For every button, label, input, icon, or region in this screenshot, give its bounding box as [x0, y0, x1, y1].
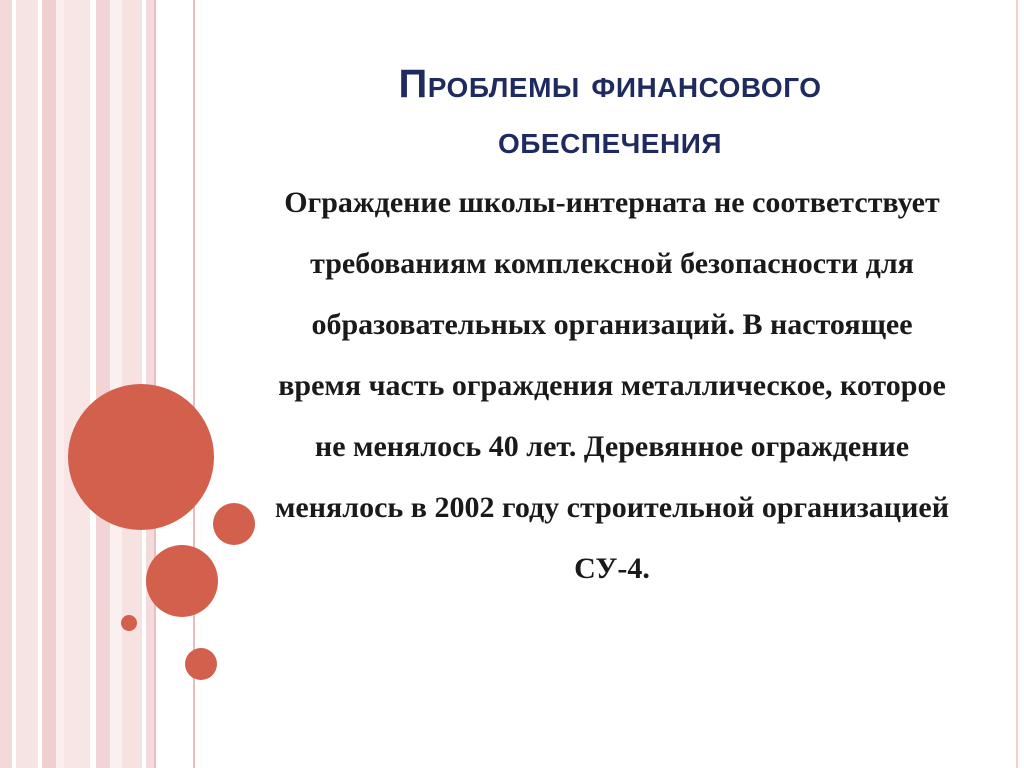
- slide-title: Проблемы финансового обеспечения: [398, 62, 822, 162]
- decorative-stripe: [42, 0, 56, 768]
- decorative-stripe: [56, 0, 64, 768]
- decorative-circle-medium: [146, 545, 218, 617]
- decorative-circle-small: [213, 503, 255, 545]
- decorative-stripe: [64, 0, 90, 768]
- decorative-stripe: [110, 0, 122, 768]
- decorative-stripe: [96, 0, 110, 768]
- decorative-stripe: [154, 0, 156, 768]
- decorative-stripe: [0, 0, 12, 768]
- decorative-stripe: [16, 0, 38, 768]
- decorative-circle-large: [68, 384, 214, 530]
- slide-body-text: Ограждение школы-интерната не соответствует требованиям комплексной безопасности для образовательных организаций. В настоящее время часть ограждения металлическое, которое не менялось 40 лет. Деревянное ограждение менялось в 2002 году строительной организацией СУ-4.: [275, 186, 949, 585]
- decorative-circle-small: [185, 648, 217, 680]
- right-border-line: [1016, 0, 1018, 768]
- decorative-circle-tiny: [121, 615, 137, 631]
